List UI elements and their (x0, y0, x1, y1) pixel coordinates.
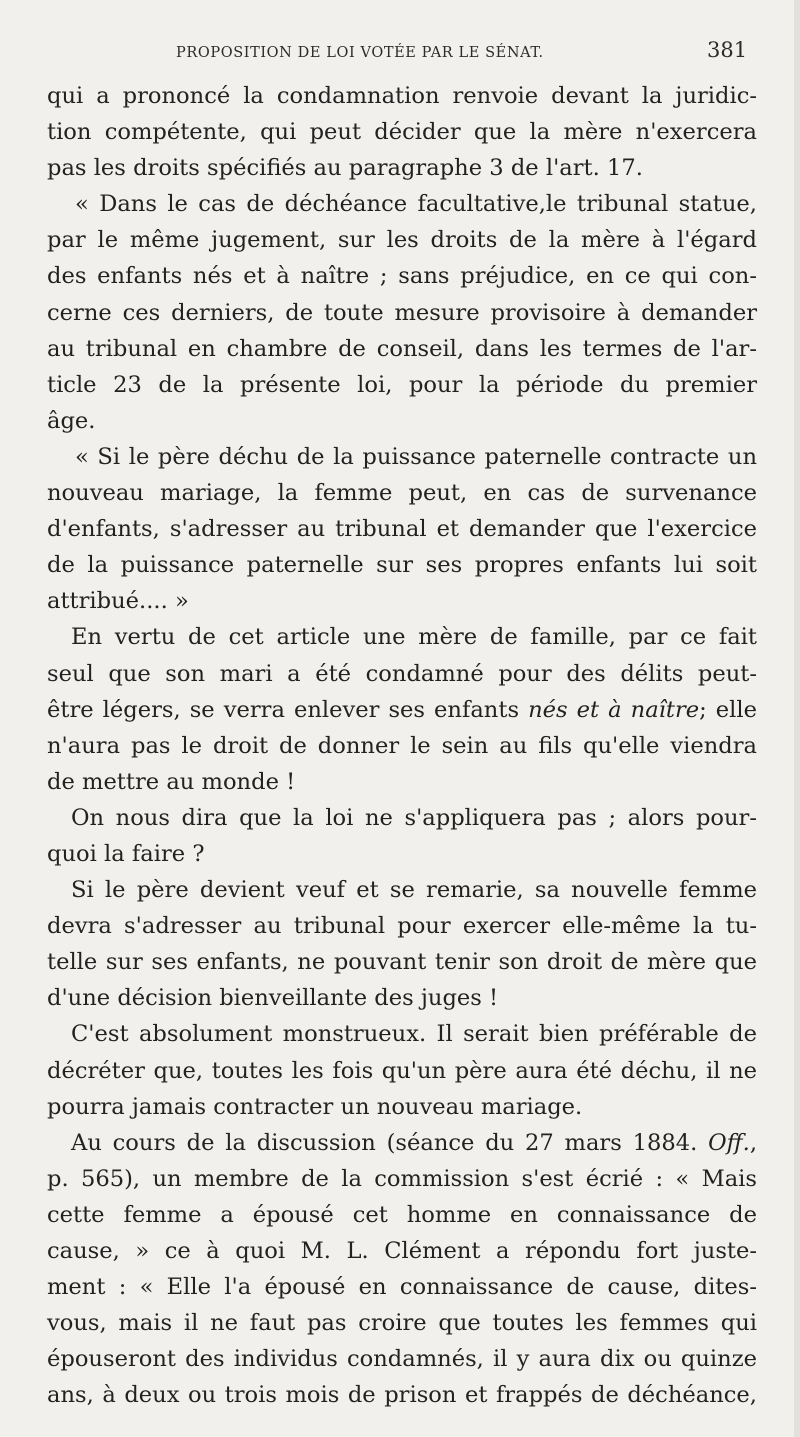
text-line: vous, mais il ne faut pas croire que toutes les femmes qui (47, 1310, 757, 1337)
text-line: d'enfants, s'adresser au tribunal et demander que l'exercice (47, 516, 757, 543)
text-line: attribué.... » (47, 588, 189, 615)
text-line: nouveau mariage, la femme peut, en cas de survenance (47, 480, 757, 507)
text-segment: être légers, se verra enlever ses enfants (47, 696, 520, 723)
text-line: ticle 23 de la présente loi, pour la période du premier (47, 371, 757, 398)
text-line: cette femme a épousé cet homme en connaissance de (47, 1201, 757, 1228)
text-line: cerne ces derniers, de toute mesure provisoire à demander (47, 299, 757, 326)
page-header (0, 30, 794, 78)
text-line: On nous dira que la loi ne s'appliquera pas ; alors pour- (71, 804, 757, 831)
text-line: quoi la faire ? (47, 840, 205, 867)
text-line: cause, » ce à quoi M. L. Clément a répondu fort juste- (47, 1238, 757, 1264)
text-line: pas les droits spécifiés au paragraphe 3 de l'art. 17. (47, 155, 643, 182)
text-line: des enfants nés et à naître ; sans préjudice, en ce qui con- (47, 263, 757, 290)
text-line: de mettre au monde ! (47, 768, 296, 795)
text-line: ans, à deux ou trois mois de prison et frappés de déchéance, (47, 1382, 757, 1409)
text-line: au tribunal en chambre de conseil, dans les termes de l'ar- (47, 335, 757, 362)
italic-phrase: nés et à naître (528, 696, 700, 723)
text-line: âge. (47, 407, 96, 434)
body-text (47, 78, 757, 1413)
text-line: ment : « Elle l'a épousé en connaissance de cause, dites- (47, 1274, 757, 1301)
text-segment: ; elle (699, 696, 758, 723)
text-line: qui a prononcé la condamnation renvoie devant la juridic- (47, 83, 757, 109)
text-line: n'aura pas le droit de donner le sein au fils qu'elle viendra (47, 732, 757, 759)
italic-abbreviation: Off. (708, 1129, 750, 1156)
text-line: p. 565), un membre de la commission s'est écrié : « Mais (47, 1165, 757, 1192)
text-segment: , (749, 1129, 758, 1156)
text-line: par le même jugement, sur les droits de la mère à l'égard (47, 227, 757, 254)
text-line: C'est absolument monstrueux. Il serait bien préférable de (71, 1021, 757, 1048)
text-line: décréter que, toutes les fois qu'un père aura été déchu, il ne (47, 1057, 757, 1084)
page-number: 381 (707, 38, 748, 62)
running-title: PROPOSITION DE LOI VOTÉE PAR LE SÉNAT. (176, 45, 544, 61)
text-segment: Au cours de la discussion (séance du 27 mars 1884. (71, 1129, 698, 1156)
text-line: tion compétente, qui peut décider que la mère n'exercera (47, 119, 757, 146)
text-line: telle sur ses enfants, ne pouvant tenir son droit de mère que (47, 949, 757, 976)
text-line: de la puissance paternelle sur ses propres enfants lui soit (47, 552, 757, 579)
text-line (47, 1125, 757, 1161)
text-line: seul que son mari a été condamné pour des délits peut- (47, 660, 757, 687)
text-line: En vertu de cet article une mère de famille, par ce fait (71, 624, 757, 651)
text-line: épouseront des individus condamnés, il y aura dix ou quinze (47, 1346, 757, 1373)
text-line: d'une décision bienveillante des juges ! (47, 985, 499, 1012)
text-line (47, 692, 757, 728)
text-line: devra s'adresser au tribunal pour exercer elle-même la tu- (47, 913, 757, 940)
text-line: « Dans le cas de déchéance facultative,le tribunal statue, (75, 191, 757, 218)
text-line: pourra jamais contracter un nouveau mariage. (47, 1093, 583, 1120)
text-line: « Si le père déchu de la puissance paternelle contracte un (75, 443, 757, 470)
text-line: Si le père devient veuf et se remarie, sa nouvelle femme (71, 877, 757, 904)
